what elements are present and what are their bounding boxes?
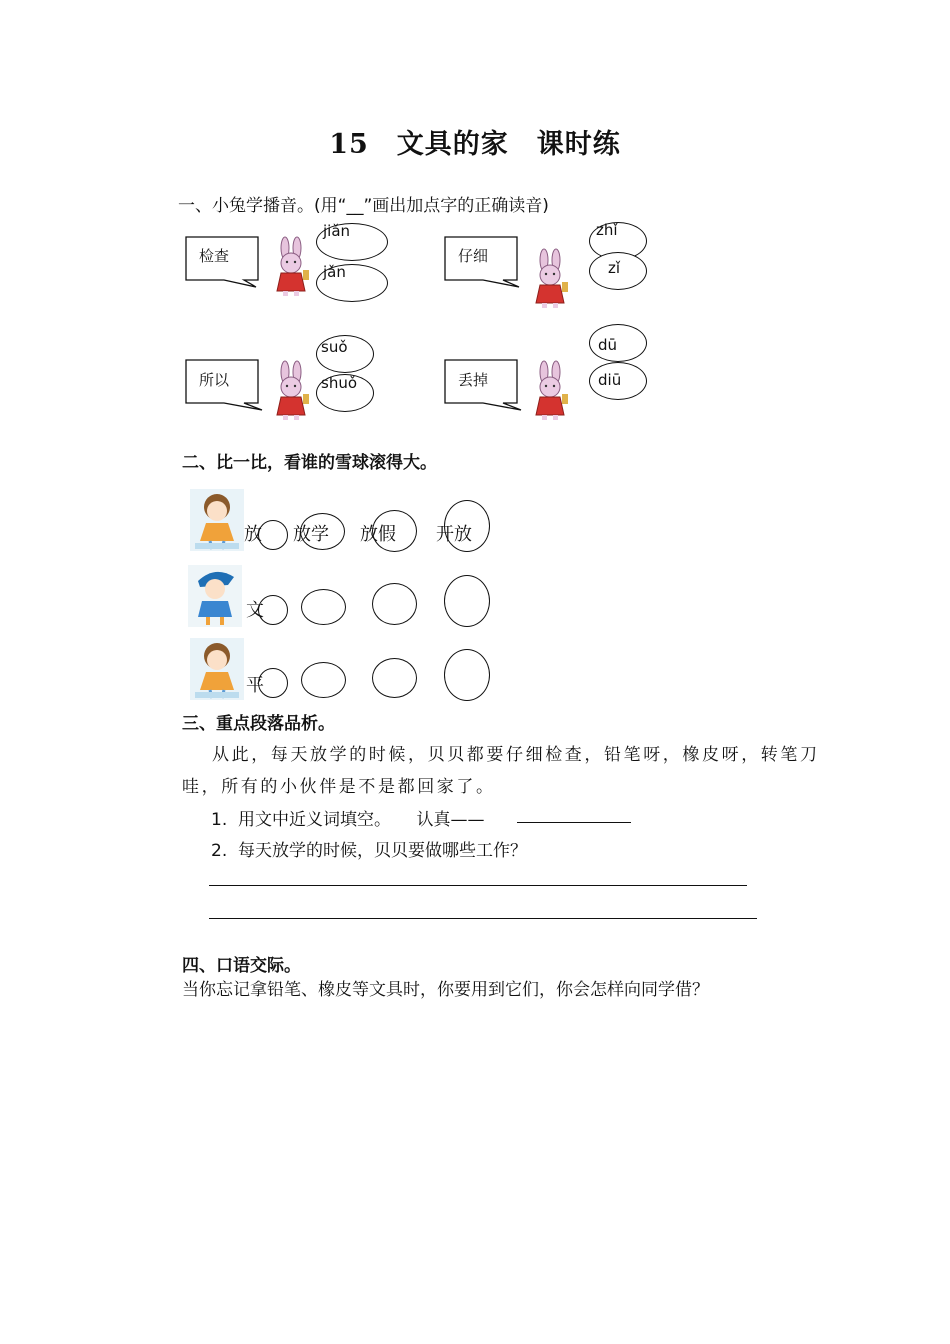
answer-line-1[interactable] [209, 885, 747, 886]
passage-line-2: 哇，所有的小伙伴是不是都回家了。 [182, 777, 496, 797]
pinyin-option-bubble[interactable]: shuǒ [316, 374, 374, 412]
pinyin-option-bubble[interactable]: zǐ [589, 252, 647, 290]
section1-heading: 一、小兔学播音。(用“__”画出加点字的正确读音) [178, 196, 549, 216]
word-label: 丢掉 [458, 371, 489, 389]
snowball-char: 放 [244, 524, 262, 545]
pinyin-option-bubble[interactable]: jǎn [316, 264, 388, 302]
snowball-circle-large[interactable] [372, 583, 417, 625]
snowball-circle-large[interactable] [372, 658, 417, 698]
snowball-word: 放学 [293, 524, 329, 545]
word-label: 仔细 [458, 247, 489, 265]
snowball-circle-small[interactable] [258, 520, 288, 550]
snowball-circle-medium[interactable] [301, 662, 346, 698]
passage-line-1: 从此，每天放学的时候，贝贝都要仔细检查，铅笔呀，橡皮呀，转笔刀 [212, 745, 820, 765]
section3-heading: 三、重点段落品析。 [182, 714, 335, 734]
boy-icon [188, 565, 242, 627]
answer-blank-1[interactable] [517, 822, 631, 823]
pinyin-option-bubble[interactable]: suǒ [316, 335, 374, 373]
section4-question: 当你忘记拿铅笔、橡皮等文具时，你要用到它们，你会怎样向同学借？ [182, 980, 709, 1000]
page-title: 15 文具的家 课时练 [329, 129, 621, 160]
rabbit-icon [529, 360, 575, 422]
snowball-char: 文 [246, 600, 264, 621]
pinyin-option-bubble[interactable]: zhǐ [589, 222, 647, 260]
word-label: 所以 [199, 371, 230, 389]
girl-icon [190, 489, 244, 551]
pinyin-option-bubble[interactable]: diū [589, 362, 647, 400]
rabbit-icon [270, 236, 316, 298]
pinyin-option-bubble[interactable]: jiǎn [316, 223, 388, 261]
pinyin-option-bubble[interactable]: dū [589, 324, 647, 362]
question-2: 2. 每天放学的时候，贝贝要做哪些工作？ [211, 841, 528, 861]
snowball-circle-small[interactable] [258, 595, 288, 625]
section4-heading: 四、口语交际。 [182, 956, 301, 976]
snowball-word: 开放 [436, 524, 472, 545]
snowball-circle-xlarge[interactable] [444, 575, 490, 627]
snowball-char: 平 [246, 675, 264, 696]
snowball-word: 放假 [360, 524, 396, 545]
rabbit-icon [270, 360, 316, 422]
snowball-circle-xlarge[interactable] [444, 649, 490, 701]
word-label: 检查 [199, 247, 230, 265]
answer-line-2[interactable] [209, 918, 757, 919]
snowball-circle-small[interactable] [258, 668, 288, 698]
girl-icon [190, 638, 244, 700]
section2-heading: 二、比一比，看谁的雪球滚得大。 [182, 453, 437, 473]
question-1: 1. 用文中近义词填空。 认真—— [211, 810, 485, 830]
snowball-circle-medium[interactable] [301, 589, 346, 625]
rabbit-icon [529, 248, 575, 310]
